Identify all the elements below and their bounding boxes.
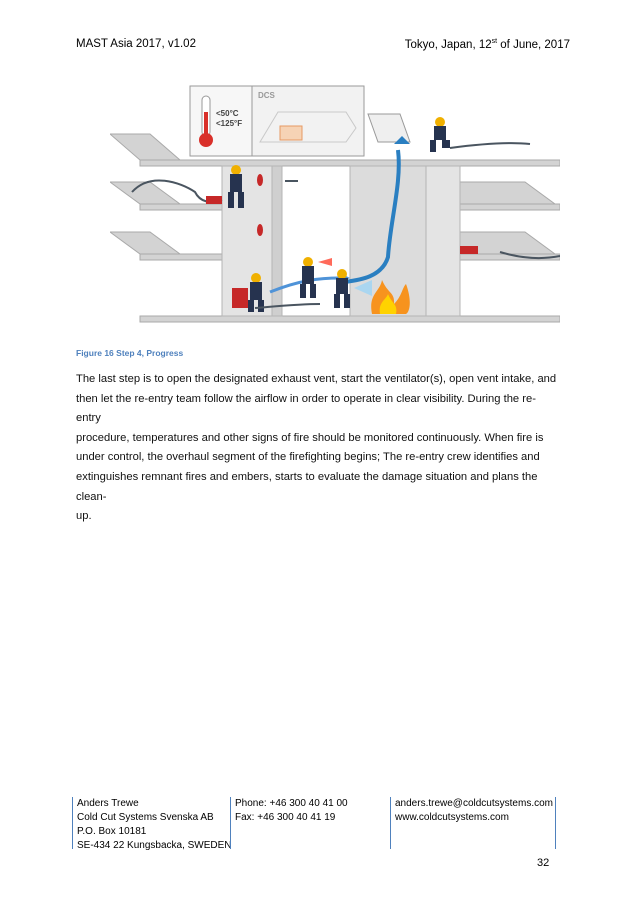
pressure-unit-icon	[257, 224, 263, 236]
header-date-prefix: Tokyo, Japan, 12	[404, 38, 492, 51]
deck-structure	[110, 134, 560, 322]
body-line: then let the re-entry team follow the airflow in order to operate in clear visibility. During the re-entry	[76, 392, 536, 425]
exhaust-vent	[368, 114, 410, 144]
footer-email-link[interactable]: anders.trewe@coldcutsystems.com	[395, 798, 553, 809]
nozzle-icon	[460, 246, 478, 254]
body-line: The last step is to open the designated exhaust vent, start the ventilator(s), open vent intake, and	[76, 373, 557, 385]
footer-fax: Fax: +46 300 40 41 19	[235, 812, 336, 823]
body-paragraph	[76, 370, 560, 527]
body-line: procedure, temperatures and other signs of fire should be monitored continuously. When fire is	[76, 431, 544, 444]
footer-website-link[interactable]: www.coldcutsystems.com	[395, 812, 509, 823]
footer-name: Anders Trewe	[77, 798, 139, 809]
page-number: 32	[537, 857, 550, 869]
temp-c-label: <50°C	[216, 109, 239, 118]
footer-company: Cold Cut Systems Svenska AB	[77, 812, 214, 823]
figure-caption: Figure 16 Step 4, Progress	[76, 348, 184, 358]
header-left: MAST Asia 2017, v1.02	[76, 38, 196, 50]
dcs-label: DCS	[258, 91, 275, 100]
header-date-suffix: of June, 2017	[497, 38, 570, 51]
footer	[76, 797, 560, 849]
thermometer-panel	[190, 86, 252, 156]
body-line: extinguishes remnant fires and embers, starts to evaluate the damage situation and plans the clean-	[76, 470, 538, 503]
footer-phone: Phone: +46 300 40 41 00	[235, 798, 348, 809]
pump-unit-icon	[232, 288, 248, 308]
temp-f-label: <125°F	[216, 119, 243, 128]
body-line: up.	[76, 510, 92, 523]
dcs-panel	[252, 86, 364, 156]
footer-po-box: P.O. Box 10181	[77, 826, 147, 837]
ship-ventilation-figure	[110, 82, 560, 324]
body-line: under control, the overhaul segment of the firefighting begins; The re-entry crew identifies and	[76, 451, 540, 464]
footer-contact-address	[72, 797, 232, 851]
footer-city: SE-434 22 Kungsbacka, SWEDEN	[77, 840, 232, 851]
footer-contact-web	[390, 797, 556, 849]
pressure-unit-icon	[257, 174, 263, 186]
header-date-sup: st	[491, 38, 498, 45]
cold-cut-spray	[318, 258, 332, 266]
header-right	[405, 38, 570, 51]
nozzle-icon	[206, 196, 222, 204]
footer-contact-phone	[230, 797, 385, 849]
